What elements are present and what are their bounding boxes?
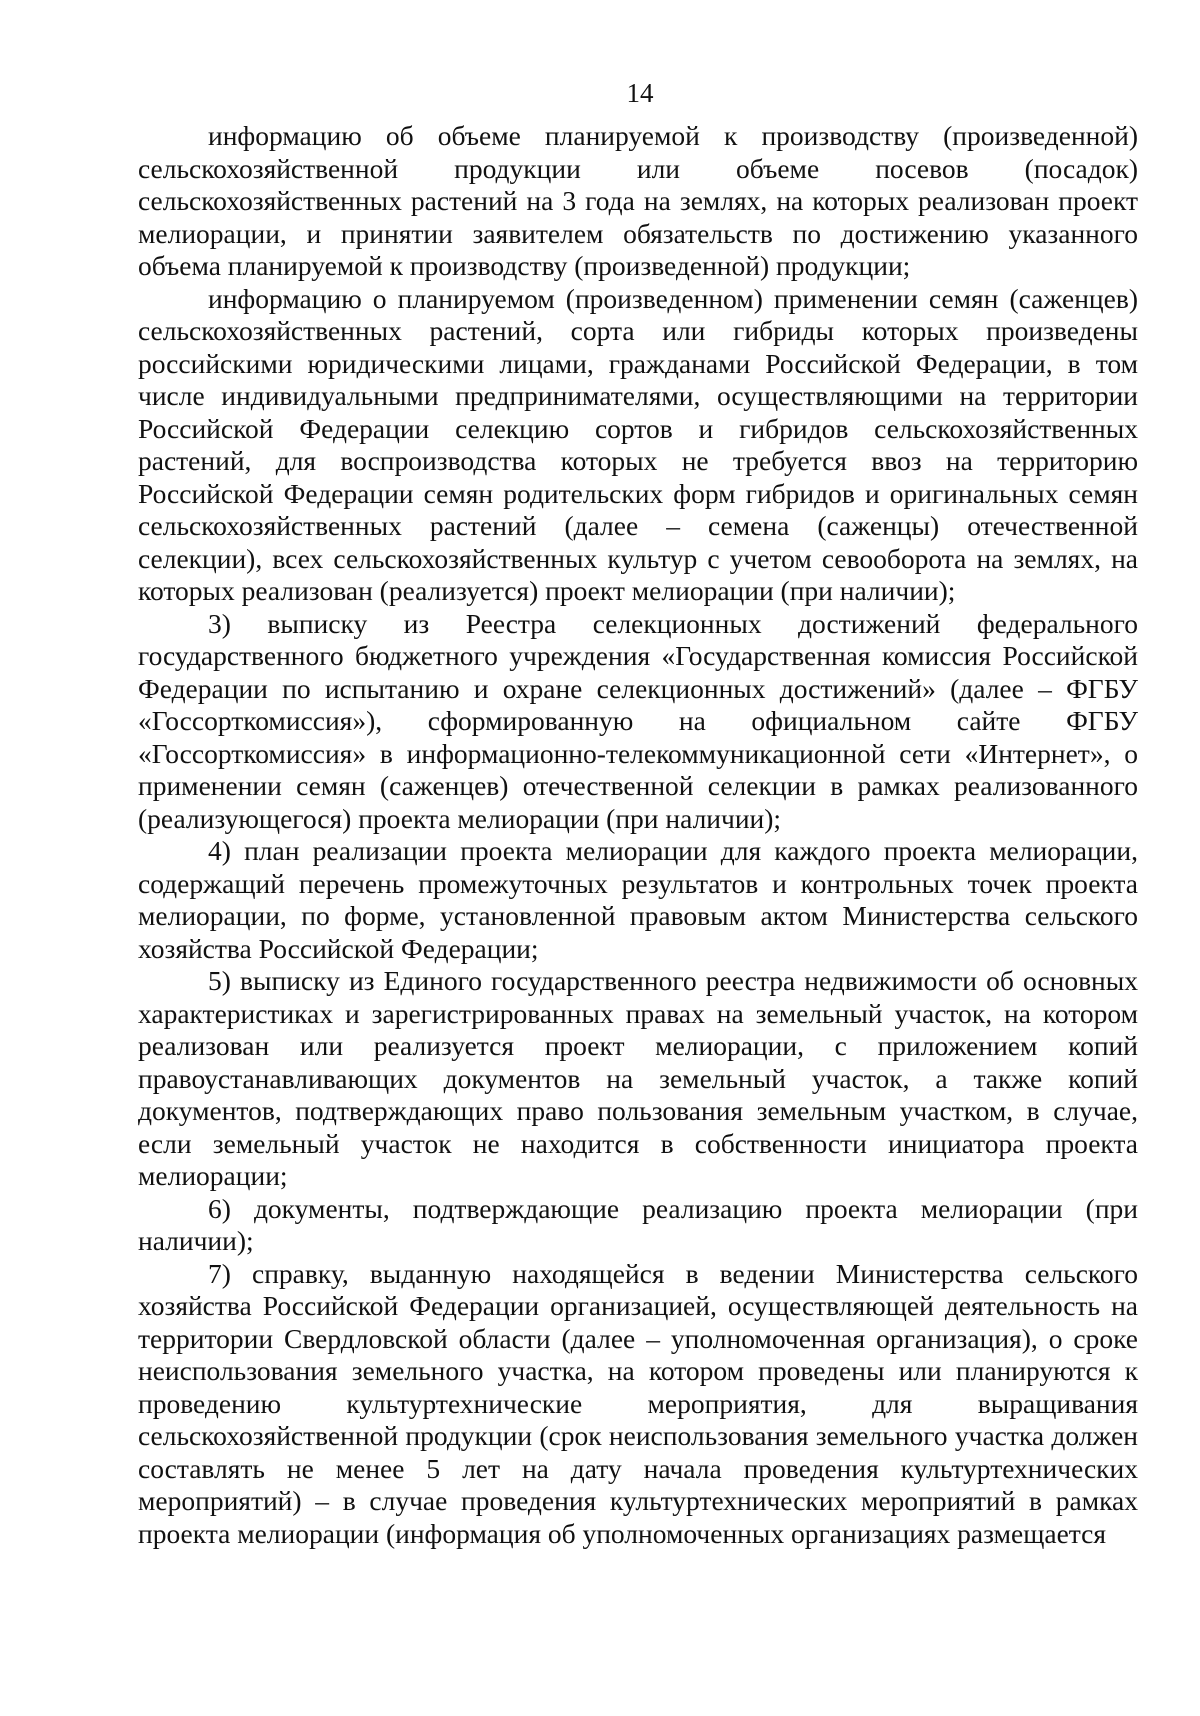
page-number: 14 [626,78,654,108]
paragraph-production-volume: информацию об объеме планируемой к производству (произведенной) сельскохозяйственной продукции или объеме посевов (посадок) сельскохозяйственных растений на 3 года на землях, на которых реализован проект мелиорации, и принятии заявителем обязательств по достижению указанного объема планируемой к производству (произведенной) продукции; [138,120,1138,281]
paragraph-item-3: 3) выписку из Реестра селекционных достижений федерального государственного бюджетного учреждения «Государственная комиссия Российской Федерации по испытанию и охране селекционных достижений» (далее – ФГБУ «Госсорткомиссия»), сформированную на официальном сайте ФГБУ «Госсорткомиссия» в информационно-телекоммуникационной сети «Интернет», о применении семян (саженцев) отечественной селекции в рамках реализованного (реализующегося) проекта мелиорации (при наличии); [138,607,1138,834]
paragraph-seed-usage: информацию о планируемом (произведенном) применении семян (саженцев) сельскохозяйственных растений, сорта или гибриды которых произведены российскими юридическими лицами, гражданами Российской Федерации, в том числе индивидуальными предпринимателями, осуществляющими на территории Российской Федерации селекцию сортов и гибридов сельскохозяйственных растений, для воспроизводства которых не требуется ввоз на территорию Российской Федерации семян родительских форм гибридов и оригинальных семян сельскохозяйственных растений (далее – семена (саженцы) отечественной селекции), всех сельскохозяйственных культур с учетом севооборота на землях, на которых реализован (реализуется) проект мелиорации (при наличии); [138,282,1138,606]
paragraph-item-5: 5) выписку из Единого государственного реестра недвижимости об основных характеристиках и зарегистрированных правах на земельный участок, на котором реализован или реализуется проект мелиорации, с приложением копий правоустанавливающих документов на земельный участок, а также копий документов, подтверждающих право пользования земельным участком, в случае, если земельный участок не находится в собственности инициатора проекта мелиорации; [138,965,1138,1191]
document-body [138,120,1138,1550]
paragraph-item-6: 6) документы, подтверждающие реализацию проекта мелиорации (при наличии); [138,1192,1138,1256]
paragraph-item-4: 4) план реализации проекта мелиорации для каждого проекта мелиорации, содержащий перечень промежуточных результатов и контрольных точек проекта мелиорации, по форме, установленной правовым актом Министерства сельского хозяйства Российской Федерации; [138,835,1138,964]
paragraph-item-7: 7) справку, выданную находящейся в ведении Министерства сельского хозяйства Российской Федерации организацией, осуществляющей деятельность на территории Свердловской области (далее – уполномоченная организация), о сроке неиспользования земельного участка, на котором проведены или планируются к проведению культуртехнические мероприятия, для выращивания сельскохозяйственной продукции (срок неиспользования земельного участка должен составлять не менее 5 лет на дату начала проведения культуртехнических мероприятий) – в случае проведения культуртехнических мероприятий в рамках проекта мелиорации (информация об уполномоченных организациях размещается [138,1257,1138,1549]
